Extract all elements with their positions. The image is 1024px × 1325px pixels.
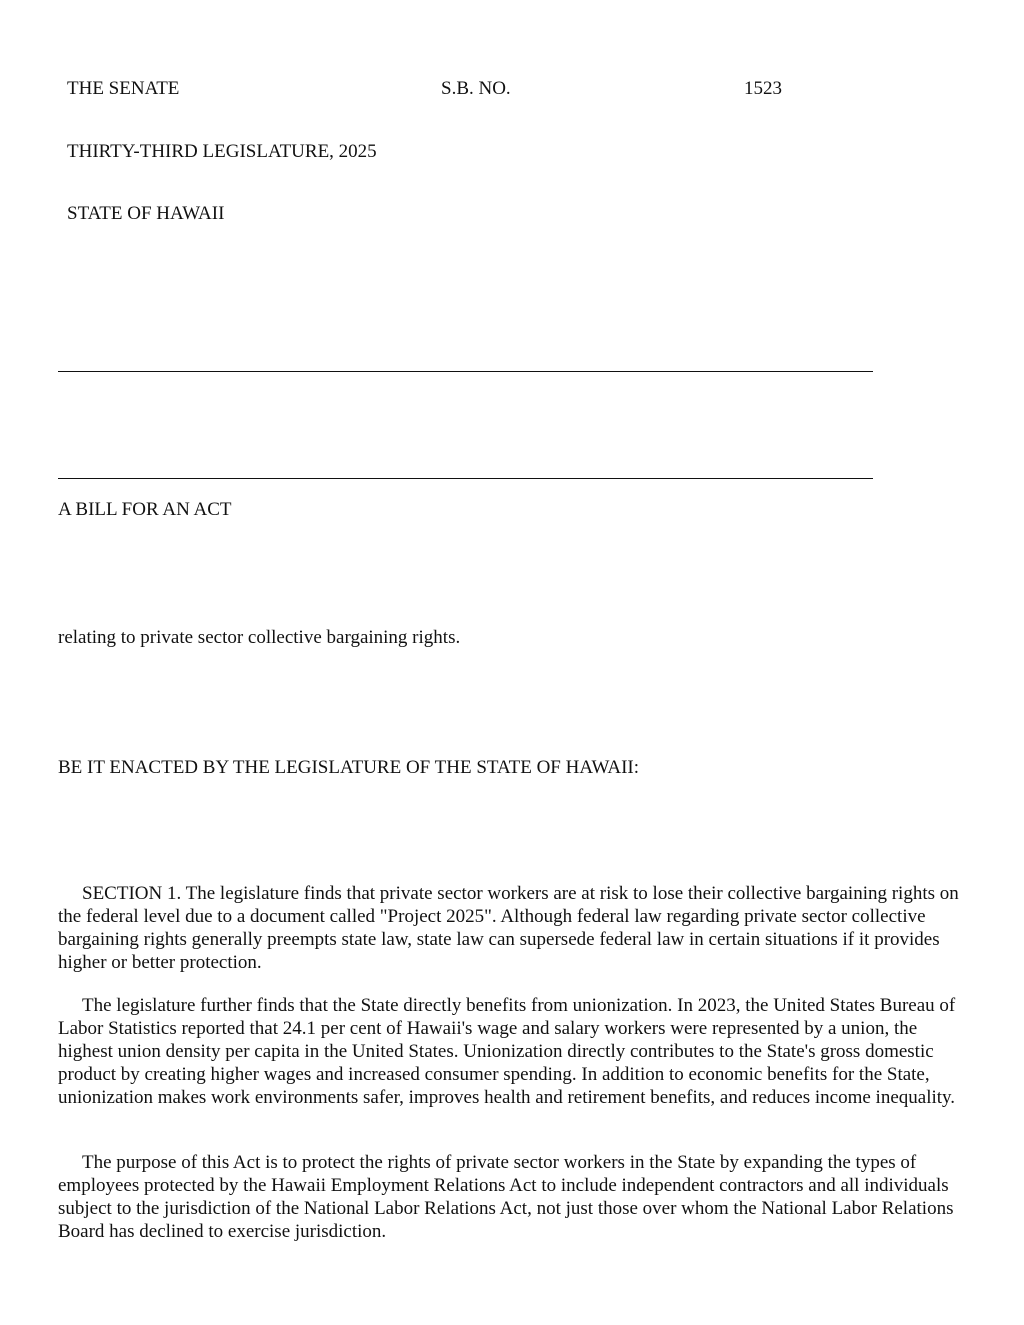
legislature-label: THIRTY-THIRD LEGISLATURE, 2025 xyxy=(67,141,377,162)
findings-paragraph: The legislature further finds that the State directly benefits from unionization. In 2023, the United States Bureau of Labor Statistics reported that 24.1 per cent of Hawaii's wage and salary workers were represented by a union, the highest union density per capita in the United States. Unionization directly contributes to the State's gross domestic product by creating higher wages and increased consumer spending. In addition to economic benefits for the State, unionization makes work environments safer, improves health and retirement benefits, and reduces income inequality. xyxy=(58,995,956,1108)
relating-to-title: relating to private sector collective bargaining rights. xyxy=(58,627,461,648)
state-label: STATE OF HAWAII xyxy=(67,203,225,224)
purpose-paragraph: The purpose of this Act is to protect the rights of private sector workers in the State by expanding the types of employees protected by the Hawaii Employment Relations Act to include independent contractors and all individuals subject to the jurisdiction of the National Labor Relations Act, not just those over whom the National Labor Relations Board has declined to exercise jurisdiction. xyxy=(58,1152,954,1242)
bill-number-label: S.B. NO. xyxy=(441,78,511,99)
bill-number-value: 1523 xyxy=(744,78,782,99)
bottom-divider xyxy=(58,478,873,479)
enacting-clause: BE IT ENACTED BY THE LEGISLATURE OF THE STATE OF HAWAII: xyxy=(58,757,640,778)
section-1-paragraph: SECTION 1. The legislature finds that private sector workers are at risk to lose their collective bargaining rights on the federal level due to a document called "Project 2025". Although federal law regarding private sector collective bargaining rights generally preempts state law, state law can supersede federal law in certain situations if it provides higher or better protection. xyxy=(58,883,959,973)
top-divider xyxy=(58,371,873,372)
chamber-label: THE SENATE xyxy=(67,78,180,99)
bill-for-act-title: A BILL FOR AN ACT xyxy=(58,499,232,520)
